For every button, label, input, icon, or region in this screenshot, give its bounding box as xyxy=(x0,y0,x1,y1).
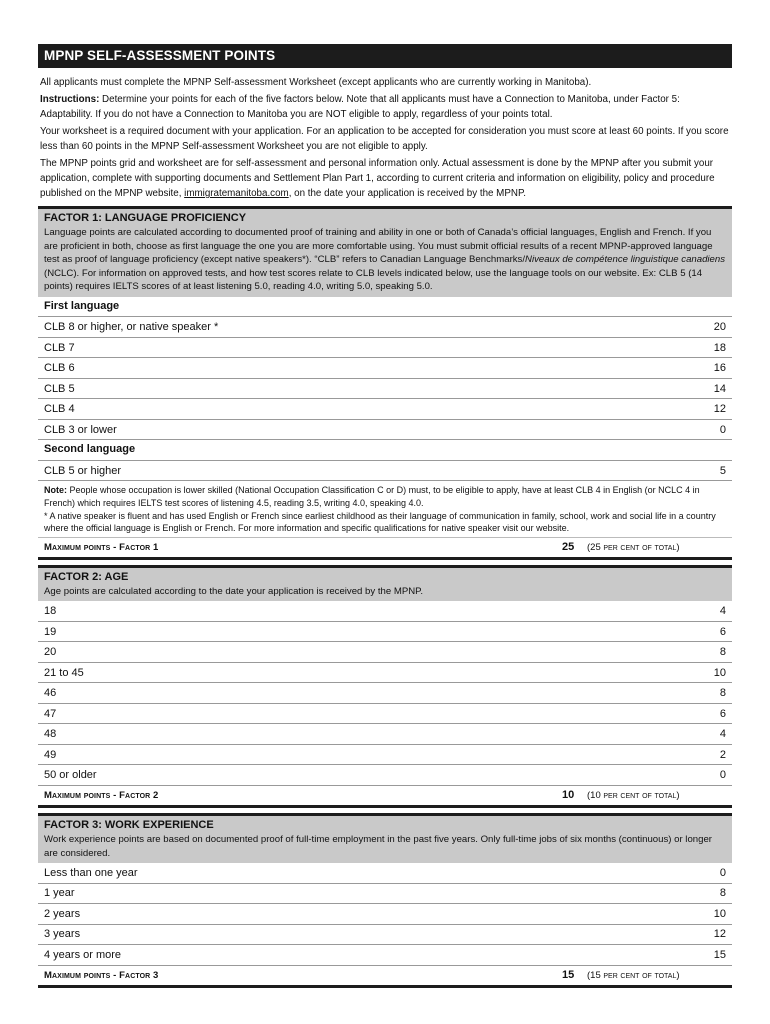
points-row xyxy=(38,622,732,643)
factor-2-description: Age points are calculated according to the date your application is received by the MPNP. xyxy=(44,585,423,597)
factor-2-max-label: Maximum points - Factor 2 xyxy=(44,789,159,801)
points-row xyxy=(38,925,732,946)
assessment-page xyxy=(38,44,732,988)
row-label: 1 year xyxy=(44,887,75,900)
instructions-label: Instructions: xyxy=(40,94,100,105)
row-label: 48 xyxy=(44,728,57,741)
row-points: 4 xyxy=(719,728,726,741)
points-row xyxy=(38,884,732,905)
skill-note xyxy=(44,484,726,509)
intro-paragraph-instructions xyxy=(40,92,732,122)
factor-1-max-label: Maximum points - Factor 1 xyxy=(44,541,159,553)
factor-1-description xyxy=(44,226,726,294)
row-points: 8 xyxy=(719,646,726,659)
factor-1-max-percent: (25 per cent of total) xyxy=(587,541,680,553)
second-language-heading: Second language xyxy=(38,440,732,461)
points-row xyxy=(38,663,732,684)
intro-section xyxy=(38,75,732,201)
row-label: 21 to 45 xyxy=(44,666,84,679)
first-language-heading: First language xyxy=(38,297,732,318)
work-experience-rows xyxy=(38,863,732,966)
row-points: 4 xyxy=(719,605,726,618)
row-points: 12 xyxy=(713,403,726,416)
second-language-rows xyxy=(38,461,732,482)
row-points: 6 xyxy=(719,707,726,720)
factor-2-header xyxy=(38,565,732,602)
website-link[interactable]: immigratemanitoba.com xyxy=(184,188,289,199)
factor-1-max-row xyxy=(38,538,732,560)
row-points: 0 xyxy=(719,866,726,879)
points-row xyxy=(38,765,732,786)
factor-3-max-row xyxy=(38,966,732,988)
points-row xyxy=(38,601,732,622)
native-speaker-note: * A native speaker is fluent and has used English or French since earliest childhood as their language of communication in family, school, work and social life in a country where the official language is English or French. For more information and specific qualifications for native speaker visit our website. xyxy=(44,510,716,534)
row-points: 10 xyxy=(713,907,726,920)
intro-paragraph-worksheet: Your worksheet is a required document with your application. For an application to be accepted for consideration you must score at least 60 points. If you score less than 60 points in the MPNP Self-assessment Worksheet you are not eligible to apply. xyxy=(40,126,729,152)
factor-3-title: FACTOR 3: WORK EXPERIENCE xyxy=(44,818,214,831)
factor-2-max-percent: (10 per cent of total) xyxy=(587,789,680,801)
factor-2-max-value: 10 xyxy=(562,788,575,801)
factor-1-desc-part-a: Language points are calculated according to documented proof of training and ability in one or both of Canada’s official languages, English and French. If you are proficient in both, choose as first language the one you are more comfortable using. You must submit official results of a recent MPNP-approved language test as proof of language proficiency (except native speakers*). “CLB” refers to Canadian Language Benchmarks/ xyxy=(44,227,713,266)
row-points: 20 xyxy=(713,321,726,334)
row-points: 0 xyxy=(719,769,726,782)
row-points: 8 xyxy=(719,887,726,900)
points-row xyxy=(38,420,732,441)
row-points: 15 xyxy=(713,948,726,961)
row-points: 10 xyxy=(713,666,726,679)
points-row xyxy=(38,461,732,482)
factor-1-notes xyxy=(38,481,732,537)
row-points: 12 xyxy=(713,928,726,941)
assessment-text-after: , on the date your application is received by the MPNP. xyxy=(288,188,526,199)
row-label: CLB 6 xyxy=(44,362,75,375)
row-points: 16 xyxy=(713,362,726,375)
factor-3-section xyxy=(38,813,732,988)
assessment-text-before: The MPNP points grid and worksheet are for self-assessment and personal information only. Actual assessment is done by the MPNP after you submit your application, complete with supporting documents and Settlement Plan Part 1, according to current criteria and information on eligibility, policy and procedure published on the MPNP website, xyxy=(40,158,715,199)
note-label: Note: xyxy=(44,485,67,496)
factor-2-section xyxy=(38,565,732,808)
factor-1-desc-part-b: (NCLC). For information on approved tests, and how test scores relate to CLB levels indicated below, use the language tools on our website. Ex: CLB 5 (14 points) requires IELTS scores of at least listening 5.0, reading 4.0, writing 5.0, speaking 5.0. xyxy=(44,267,703,293)
first-language-rows xyxy=(38,317,732,440)
row-label: 50 or older xyxy=(44,769,97,782)
factor-3-description: Work experience points are based on documented proof of full-time employment in the past five years. Only full-time jobs of six months (continuous) or longer are considered. xyxy=(44,833,712,859)
row-label: 20 xyxy=(44,646,57,659)
points-row xyxy=(38,399,732,420)
row-label: CLB 5 xyxy=(44,382,75,395)
points-row xyxy=(38,683,732,704)
row-points: 0 xyxy=(719,423,726,436)
row-label: CLB 7 xyxy=(44,341,75,354)
points-row xyxy=(38,338,732,359)
points-row xyxy=(38,904,732,925)
factor-1-section xyxy=(38,206,732,560)
points-row xyxy=(38,379,732,400)
factor-1-title: FACTOR 1: LANGUAGE PROFICIENCY xyxy=(44,212,247,224)
intro-paragraph-assessment xyxy=(40,156,732,201)
row-points: 8 xyxy=(719,687,726,700)
factor-1-header xyxy=(38,206,732,297)
row-points: 5 xyxy=(719,464,726,477)
row-label: 46 xyxy=(44,687,57,700)
row-points: 6 xyxy=(719,625,726,638)
row-label: 49 xyxy=(44,748,57,761)
note-text: People whose occupation is lower skilled (National Occupation Classification C or D) must, to be eligible to apply, have at least CLB 4 in English (or NCLC 4 in French) which requires IELTS test scores of listening 4.5, reading 3.5, writing 4.0, speaking 4.0. xyxy=(44,485,700,509)
points-row xyxy=(38,863,732,884)
instructions-text: Determine your points for each of the five factors below. Note that all applicants must have a Connection to Manitoba, under Factor 5: Adaptability. If you do not have a Connection to Manitoba you are NOT eligible to apply, regardless of your points total. xyxy=(40,94,680,120)
row-label: Less than one year xyxy=(44,866,138,879)
factor-3-max-percent: (15 per cent of total) xyxy=(587,969,680,981)
factor-3-max-value: 15 xyxy=(562,968,575,981)
factor-1-max-value: 25 xyxy=(562,540,575,553)
points-row xyxy=(38,704,732,725)
row-label: 4 years or more xyxy=(44,948,122,961)
row-points: 18 xyxy=(713,341,726,354)
points-row xyxy=(38,642,732,663)
row-label: CLB 4 xyxy=(44,403,75,416)
row-label: 3 years xyxy=(44,928,81,941)
row-label: CLB 5 or higher xyxy=(44,464,122,477)
points-row xyxy=(38,317,732,338)
factor-3-header xyxy=(38,813,732,863)
factor-1-desc-italic: Niveaux de compétence linguistique canadiens xyxy=(525,254,726,266)
row-label: 18 xyxy=(44,605,57,618)
age-rows xyxy=(38,601,732,786)
points-row xyxy=(38,358,732,379)
points-row xyxy=(38,945,732,966)
factor-2-title: FACTOR 2: AGE xyxy=(44,570,129,583)
page-title: MPNP SELF-ASSESSMENT POINTS xyxy=(38,44,732,68)
row-points: 14 xyxy=(713,382,726,395)
row-label: 19 xyxy=(44,625,57,638)
row-label: CLB 3 or lower xyxy=(44,423,117,436)
factor-2-max-row xyxy=(38,786,732,808)
row-label: 2 years xyxy=(44,907,81,920)
points-row xyxy=(38,724,732,745)
points-row xyxy=(38,745,732,766)
intro-paragraph-applicants: All applicants must complete the MPNP Self-assessment Worksheet (except applicants who are currently working in Manitoba). xyxy=(40,77,592,88)
row-label: CLB 8 or higher, or native speaker * xyxy=(44,321,219,334)
row-points: 2 xyxy=(719,748,726,761)
row-label: 47 xyxy=(44,707,57,720)
factor-3-max-label: Maximum points - Factor 3 xyxy=(44,969,159,981)
